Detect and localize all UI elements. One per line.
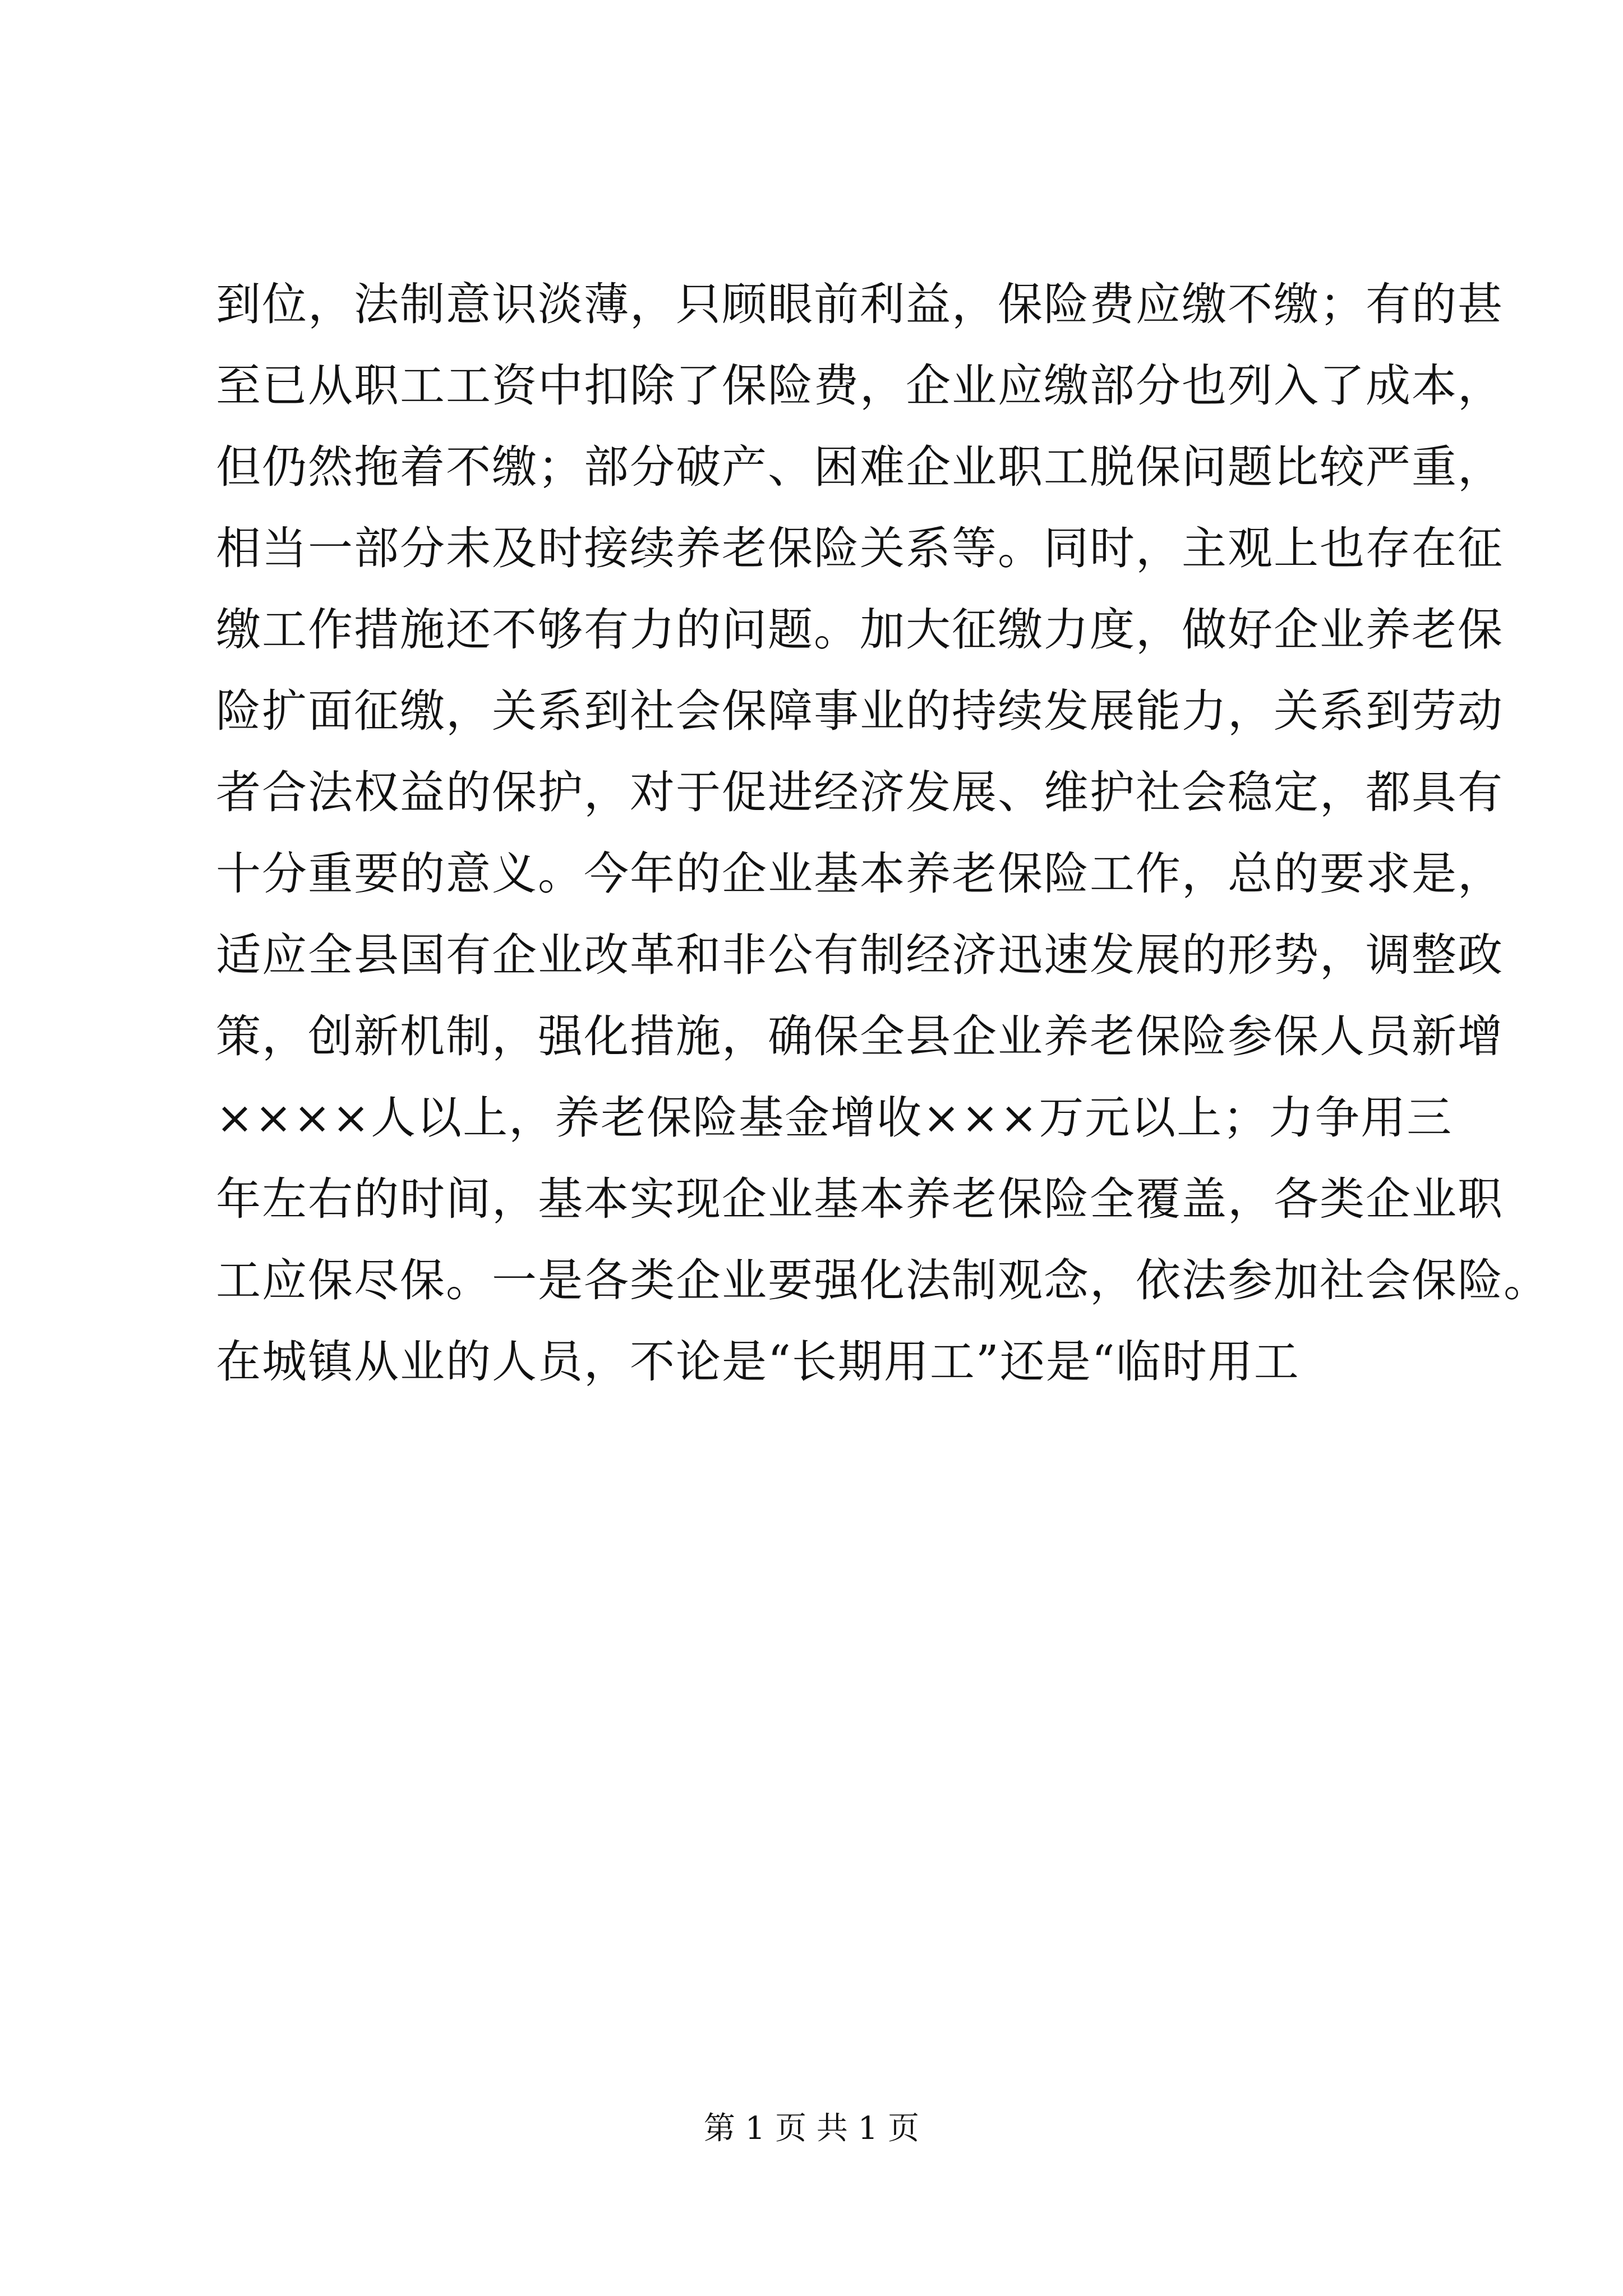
- text-line: 年左右的时间，基本实现企业基本养老保险全覆盖，各类企业职: [216, 1173, 1504, 1225]
- body-paragraph: [216, 264, 1550, 1402]
- text-line: 相当一部分未及时接续养老保险关系等。同时，主观上也存在征: [216, 522, 1504, 574]
- text-line: 策，创新机制，强化措施，确保全县企业养老保险参保人员新增: [216, 1010, 1504, 1062]
- text-line: 但仍然拖着不缴；部分破产、困难企业职工脱保问题比较严重，: [216, 441, 1504, 493]
- text-line: 十分重要的意义。今年的企业基本养老保险工作，总的要求是，: [216, 848, 1504, 900]
- text-line: 险扩面征缴，关系到社会保障事业的持续发展能力，关系到劳动: [216, 685, 1504, 737]
- text-line: 者合法权益的保护，对于促进经济发展、维护社会稳定，都具有: [216, 766, 1504, 818]
- page-footer: 第 1 页 共 1 页: [703, 2110, 920, 2147]
- text-line: 适应全县国有企业改革和非公有制经济迅速发展的形势，调整政: [216, 929, 1504, 981]
- text-line: 至已从职工工资中扣除了保险费，企业应缴部分也列入了成本，: [216, 360, 1504, 412]
- text-line: 缴工作措施还不够有力的问题。加大征缴力度，做好企业养老保: [216, 604, 1504, 656]
- text-line: ××××人以上，养老保险基金增收×××万元以上；力争用三: [216, 1092, 1453, 1144]
- text-line: 在城镇从业的人员，不论是“长期用工”还是“临时用工: [216, 1336, 1300, 1388]
- text-line: 工应保尽保。一是各类企业要强化法制观念，依法参加社会保险。: [216, 1254, 1550, 1306]
- text-line: 到位，法制意识淡薄，只顾眼前利益，保险费应缴不缴；有的甚: [216, 278, 1504, 330]
